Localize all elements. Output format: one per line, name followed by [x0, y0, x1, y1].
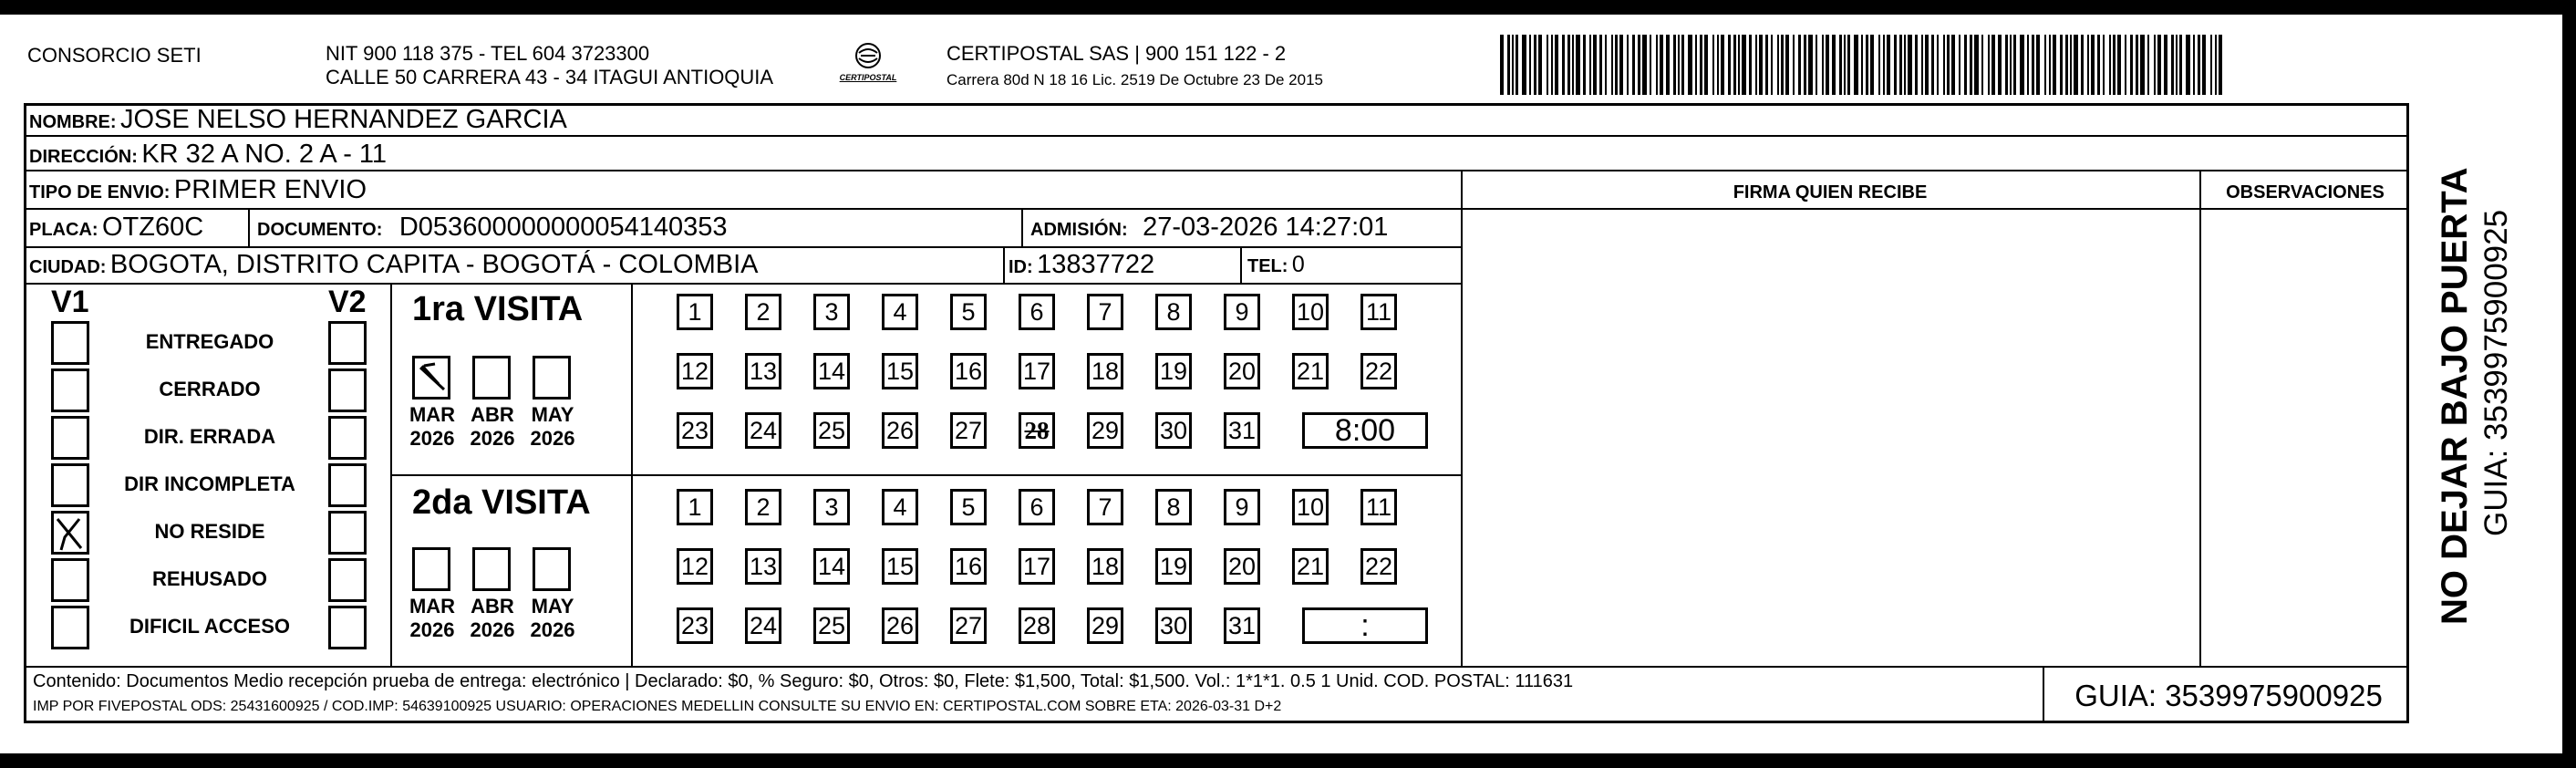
day-box[interactable]: 21: [1292, 548, 1329, 585]
status-label: REHUSADO: [152, 567, 267, 590]
documento-label: DOCUMENTO:: [257, 220, 383, 240]
status-label: DIR. ERRADA: [143, 425, 276, 448]
direccion-value: KR 32 A NO. 2 A - 11: [141, 140, 388, 169]
month-name: MAY: [531, 595, 574, 618]
month-name: MAY: [531, 403, 574, 426]
day-box[interactable]: 13: [745, 548, 781, 585]
day-box[interactable]: 4: [882, 489, 918, 525]
day-box[interactable]: 27: [950, 412, 987, 449]
day-box[interactable]: 19: [1155, 548, 1192, 585]
tipo-value: PRIMER ENVIO: [173, 175, 367, 204]
day-box[interactable]: 21: [1292, 353, 1329, 389]
day-box[interactable]: 8: [1155, 294, 1192, 330]
tel-value: 0: [1291, 252, 1305, 277]
day-box[interactable]: 29: [1087, 412, 1123, 449]
day-box[interactable]: 9: [1224, 489, 1260, 525]
month-year: 2026: [409, 427, 455, 450]
month-checkbox[interactable]: [472, 356, 511, 400]
day-box[interactable]: 10: [1292, 489, 1329, 525]
ciudad-row: [29, 249, 758, 285]
v1-header: V1: [51, 285, 89, 319]
v2-checkbox[interactable]: [328, 368, 367, 412]
day-box[interactable]: 3: [813, 489, 850, 525]
v1-checkbox[interactable]: [51, 511, 89, 555]
ciudad-label: CIUDAD:: [29, 257, 107, 277]
v1-checkbox[interactable]: [51, 368, 89, 412]
side-guia: GUIA: 3539975900925: [2478, 209, 2514, 536]
day-box[interactable]: 23: [677, 412, 713, 449]
month-name: ABR: [471, 595, 514, 618]
day-box[interactable]: 7: [1087, 294, 1123, 330]
time-box[interactable]: 8:00: [1302, 412, 1428, 449]
admision-row: [1030, 212, 1388, 247]
day-box[interactable]: 1: [677, 489, 713, 525]
day-box[interactable]: 6: [1019, 489, 1055, 525]
rule: [2199, 170, 2201, 666]
top-border: [0, 0, 2576, 15]
status-label: NO RESIDE: [154, 520, 265, 543]
rule: [248, 208, 250, 246]
day-box[interactable]: 17: [1019, 548, 1055, 585]
rule: [1003, 246, 1005, 283]
status-label: DIR INCOMPLETA: [124, 472, 295, 495]
v1-checkbox[interactable]: [51, 463, 89, 507]
day-box[interactable]: 22: [1360, 353, 1397, 389]
day-box[interactable]: 15: [882, 353, 918, 389]
rule: [1461, 170, 1463, 666]
day-box[interactable]: 5: [950, 489, 987, 525]
day-box[interactable]: 14: [813, 548, 850, 585]
day-box[interactable]: 16: [950, 548, 987, 585]
certipostal-line: CERTIPOSTAL SAS | 900 151 122 - 2: [947, 42, 1287, 65]
day-box[interactable]: 4: [882, 294, 918, 330]
day-box[interactable]: 9: [1224, 294, 1260, 330]
imp-line: IMP POR FIVEPOSTAL ODS: 25431600925 / COD.IMP: 54639100925 USUARIO: OPERACIONES MEDELLIN CONSULTE SU ENVIO EN: CERTIPOSTAL.COM SOBRE ETA: 2026-03-31 D+2: [33, 699, 1282, 714]
right-edge-border: [2562, 0, 2576, 768]
v2-checkbox[interactable]: [328, 416, 367, 460]
admision-value: 27-03-2026 14:27:01: [1143, 213, 1389, 242]
day-box[interactable]: 29: [1087, 607, 1123, 644]
month-year: 2026: [470, 427, 515, 450]
day-box[interactable]: 30: [1155, 412, 1192, 449]
tel-row: [1247, 249, 1305, 284]
footer-guia: GUIA: 3539975900925: [2074, 679, 2383, 712]
v2-checkbox[interactable]: [328, 321, 367, 365]
day-box[interactable]: 12: [677, 353, 713, 389]
month-checkbox[interactable]: [472, 547, 511, 591]
nombre-row: [29, 104, 567, 140]
v1-checkbox[interactable]: [51, 321, 89, 365]
month-name: ABR: [471, 403, 514, 426]
month-name: MAR: [409, 595, 456, 618]
v2-header: V2: [328, 285, 367, 319]
placa-label: PLACA:: [29, 220, 98, 240]
rule: [1021, 208, 1023, 246]
license-line: Carrera 80d N 18 16 Lic. 2519 De Octubre 23 De 2015: [947, 71, 1323, 88]
company-name: CONSORCIO SETI: [27, 44, 202, 67]
day-box[interactable]: 5: [950, 294, 987, 330]
firma-label: FIRMA QUIEN RECIBE: [1733, 182, 1928, 202]
bottom-edge-border: [0, 753, 2576, 768]
side-warning: NO DEJAR BAJO PUERTA: [2435, 167, 2475, 625]
day-box[interactable]: 24: [745, 607, 781, 644]
day-box[interactable]: 28: [1019, 607, 1055, 644]
day-box[interactable]: 1: [677, 294, 713, 330]
first-visit-title: 1ra VISITA: [412, 290, 584, 328]
logo-text: CERTIPOSTAL: [839, 73, 897, 82]
nombre-label: NOMBRE:: [29, 112, 117, 132]
tipo-label: TIPO DE ENVIO:: [29, 182, 171, 202]
barcode: [1500, 35, 2229, 95]
rule: [1240, 246, 1242, 283]
day-box[interactable]: 18: [1087, 548, 1123, 585]
month-year: 2026: [530, 618, 575, 641]
address-line: CALLE 50 CARRERA 43 - 34 ITAGUI ANTIOQUIA: [326, 66, 774, 88]
documento-row: [257, 212, 728, 247]
day-box[interactable]: 20: [1224, 548, 1260, 585]
day-box[interactable]: 19: [1155, 353, 1192, 389]
v1-checkbox[interactable]: [51, 558, 89, 602]
month-checkbox[interactable]: [412, 356, 450, 400]
month-checkbox[interactable]: [533, 547, 571, 591]
id-value: 13837722: [1037, 250, 1155, 279]
day-box[interactable]: 23: [677, 607, 713, 644]
status-label: CERRADO: [159, 378, 261, 400]
placa-row: [29, 212, 203, 247]
day-box[interactable]: 31: [1224, 412, 1260, 449]
tipo-row: [29, 174, 367, 210]
day-box[interactable]: 31: [1224, 607, 1260, 644]
certipostal-logo: [832, 40, 905, 95]
day-box[interactable]: 26: [882, 412, 918, 449]
day-box[interactable]: 7: [1087, 489, 1123, 525]
day-box[interactable]: 3: [813, 294, 850, 330]
side-warning-wrap: [2409, 137, 2475, 648]
rule: [390, 474, 1461, 476]
time-box[interactable]: :: [1302, 607, 1428, 644]
month-checkbox[interactable]: [412, 547, 450, 591]
id-row: [1009, 249, 1154, 285]
v2-checkbox[interactable]: [328, 511, 367, 555]
month-year: 2026: [409, 618, 455, 641]
status-label: ENTREGADO: [145, 330, 274, 353]
v1-checkbox[interactable]: [51, 606, 89, 649]
second-visit-title: 2da VISITA: [412, 483, 591, 522]
day-box[interactable]: 25: [813, 412, 850, 449]
month-year: 2026: [470, 618, 515, 641]
day-box[interactable]: 11: [1360, 489, 1397, 525]
day-box[interactable]: 25: [813, 607, 850, 644]
direccion-label: DIRECCIÓN:: [29, 147, 138, 167]
id-label: ID:: [1009, 257, 1033, 277]
contenido-line: Contenido: Documentos Medio recepción prueba de entrega: electrónico | Declarado: $0, % Seguro: $0, Otros: $0, Flete: $1,500, Total: $1,500. Vol.: 1*1*1. 0.5 1 Unid. COD. POSTAL: 111631: [33, 671, 1574, 691]
rule: [1461, 208, 2409, 210]
month-year: 2026: [530, 427, 575, 450]
day-box[interactable]: 2: [745, 294, 781, 330]
day-box[interactable]: 8: [1155, 489, 1192, 525]
documento-value: D053600000000054140353: [398, 213, 728, 242]
day-box[interactable]: 18: [1087, 353, 1123, 389]
day-box[interactable]: 26: [882, 607, 918, 644]
admision-label: ADMISIÓN:: [1030, 220, 1128, 240]
day-box[interactable]: 24: [745, 412, 781, 449]
placa-value: OTZ60C: [102, 213, 204, 242]
day-box[interactable]: 12: [677, 548, 713, 585]
rule: [24, 666, 2409, 668]
day-box[interactable]: 13: [745, 353, 781, 389]
direccion-row: [29, 139, 387, 174]
nit-line: NIT 900 118 375 - TEL 604 3723300: [326, 42, 650, 65]
side-guia-wrap: [2457, 155, 2514, 566]
day-box[interactable]: 30: [1155, 607, 1192, 644]
day-box[interactable]: 27: [950, 607, 987, 644]
month-checkbox[interactable]: [533, 356, 571, 400]
day-box[interactable]: 28: [1019, 412, 1055, 449]
day-box[interactable]: 22: [1360, 548, 1397, 585]
day-box[interactable]: 17: [1019, 353, 1055, 389]
day-box[interactable]: 14: [813, 353, 850, 389]
rule: [2043, 666, 2044, 723]
day-box[interactable]: 6: [1019, 294, 1055, 330]
day-box[interactable]: 15: [882, 548, 918, 585]
day-box[interactable]: 10: [1292, 294, 1329, 330]
v2-checkbox[interactable]: [328, 558, 367, 602]
nombre-value: JOSE NELSO HERNANDEZ GARCIA: [120, 105, 567, 134]
v1-checkbox[interactable]: [51, 416, 89, 460]
status-label: DIFICIL ACCESO: [129, 615, 290, 638]
tel-label: TEL:: [1247, 256, 1288, 276]
day-box[interactable]: 20: [1224, 353, 1260, 389]
day-box[interactable]: 11: [1360, 294, 1397, 330]
v2-checkbox[interactable]: [328, 606, 367, 649]
ciudad-value: BOGOTA, DISTRITO CAPITA - BOGOTÁ - COLOMBIA: [109, 250, 759, 279]
day-box[interactable]: 2: [745, 489, 781, 525]
observaciones-label: OBSERVACIONES: [2226, 182, 2385, 202]
day-box[interactable]: 16: [950, 353, 987, 389]
v2-checkbox[interactable]: [328, 463, 367, 507]
month-name: MAR: [409, 403, 456, 426]
